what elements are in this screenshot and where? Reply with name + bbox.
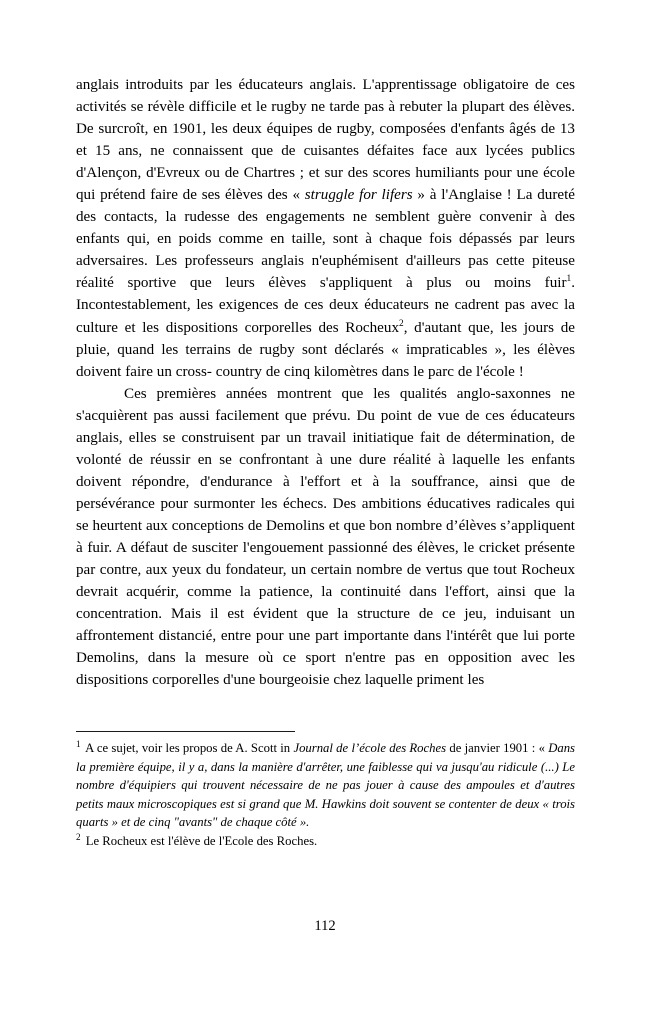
italic-run: Dans la première équipe, il y a, dans la manière d'arrêter, une faiblesse qui va jusqu'au ridicule (...) Le nombre d'équipiers qui trouvent nécessaire de ne pas jouer à cause des ampoules et d'autres petits maux microscopiques est si grand que M. Hawkins doit souvent se contenter de deux « trois quarts » et de cinq "avants" de chaque côté ». [76, 741, 575, 830]
page-body-text-block [76, 74, 575, 691]
footnote-marker: 2 [76, 831, 81, 842]
italic-run: Journal de l’école des Roches [293, 741, 447, 755]
body-paragraph-2: Ces premières années montrent que les qualités anglo-saxonnes ne s'acquièrent pas aussi facilement que prévu. Du point de vue de ces éducateurs anglais, elles se construisent par un travail initiatique fait de détermination, de volonté de réussir en se confrontant à une dure réalité à laquelle les enfants doivent répondre, d'endurance à l'effort et à la souffrance, ainsi que de persévérance pour surmonter les échecs. Des ambitions éducatives radicales qui se heurtent aux conceptions de Demolins et que bon nombre d’élèves s’appliquent à fuir. A défaut de susciter l'engouement passionné des élèves, le cricket présente par contre, aux yeux du fondateur, un certain nombre de vertus que tout Rocheux devrait acquérir, comme la patience, la continuité dans l'effort, ainsi que la concentration. Mais il est évident que la structure de ce jeu, induisant un affrontement distancié, entre pour une part importante dans l'intérêt que lui porte Demolins, dans la mesure où ce sport n'entre pas en opposition avec les dispositions corporelles d'une bourgeoisie chez laquelle priment les [76, 385, 575, 689]
footnote-1: $^1$ A ce sujet, voir les propos de A. Scott in Journal de l’école des Roches de janvier 1901 : « Dans la première équipe, il y a, dans la manière d'arrêter, une faiblesse qui va jusqu'au ridicule (...) Le nombre d'équipiers qui trouvent nécessaire de ne pas jouer à cause des ampoules et d'autres petits maux microscopiques est si grand que M. Hawkins doit souvent se contenter de deux « trois quarts » et de cinq "avants" de chaque côté ». [76, 738, 575, 830]
footnote-marker: 1 [76, 738, 81, 749]
footnote-reference[interactable]: 1 [566, 274, 572, 285]
page-number: 112 [314, 918, 336, 934]
footnote-separator-rule [76, 731, 295, 732]
footnote-2: $^2$ Le Rocheux est l'élève de l'Ecole des Roches. [76, 831, 318, 848]
body-paragraph-1: anglais introduits par les éducateurs anglais. L'apprentissage obligatoire de ces activités se révèle difficile et le rugby ne tarde pas à rebuter la plupart des élèves. De surcroît, en 1901, les deux équipes de rugby, composées d'enfants âgés de 13 et 15 ans, ne connaissent que de cuisantes défaites face aux lycées publics d'Alençon, d'Evreux ou de Chartres ; et sur des scores humiliants pour une école qui prétend faire de ses élèves des « struggle for lifers » à l'Anglaise ! La dureté des contacts, la rudesse des engagements ne semblent guère convenir à des enfants qui, en poids comme en taille, sont à chaque fois dépassés par leurs adversaires. Les professeurs anglais n'euphémisent d'ailleurs pas cette piteuse réalité sportive que leurs élèves s'appliquent à plus ou moins fuir$^1$. Incontestablement, les exigences de ces deux éducateurs ne cadrent pas avec la culture et les dispositions corporelles des Rocheux$^2$, d'autant que, les jours de pluie, quand les terrains de rugby sont déclarés « impraticables », les élèves doivent faire un cross- country de cinq kilomètres dans le parc de l'école ! [76, 77, 575, 380]
footnote-block [76, 739, 575, 851]
footnote-reference[interactable]: 2 [399, 318, 404, 329]
italic-run: struggle for lifers [304, 187, 413, 204]
